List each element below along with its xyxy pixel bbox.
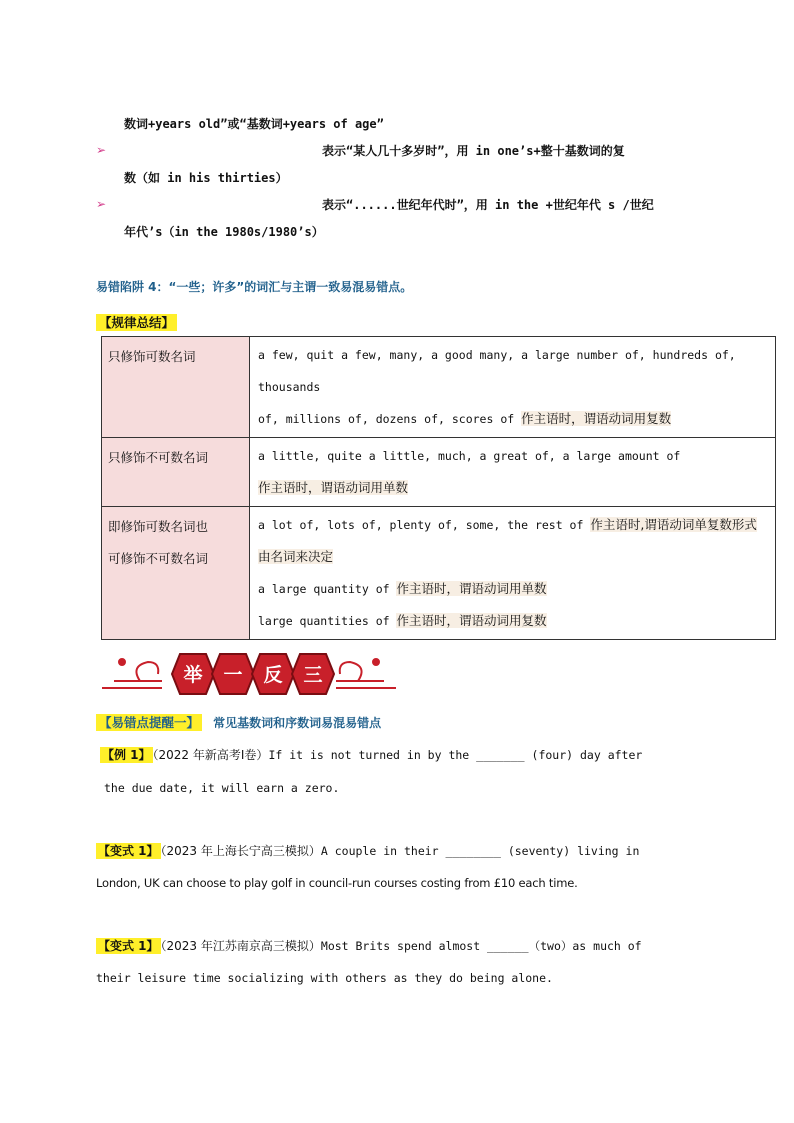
hex-badge bbox=[212, 654, 254, 694]
bullet-arrow-icon: ➢ bbox=[96, 197, 107, 211]
banner-char: 一 bbox=[223, 664, 243, 686]
example-source: （2023 年上海长宁高三模拟） bbox=[160, 844, 321, 858]
left-ornament-icon bbox=[102, 659, 162, 688]
example-tag: 【变式 1】 bbox=[98, 844, 159, 858]
hex-badge bbox=[252, 654, 294, 694]
example-text-cont: the due date, it will earn a zero. bbox=[104, 781, 340, 795]
table-row bbox=[102, 438, 776, 507]
rules-table bbox=[101, 336, 776, 640]
table-cell-words: a few, quit a few, many, a good many, a large number of, hundreds of, thousands of, millions of, dozens of, scores of 作主语时，谓语动词用复数 bbox=[250, 337, 776, 438]
bullet-arrow-icon: ➢ bbox=[96, 143, 107, 157]
summary-tag-label: 【规律总结】 bbox=[96, 314, 177, 331]
example-text: A couple in their ________ (seventy) living in bbox=[320, 844, 640, 858]
example-text-cont: their leisure time socializing with others as they do being alone. bbox=[96, 971, 553, 985]
example-tag: 【变式 1】 bbox=[98, 939, 159, 953]
table-cell-category: 只修饰不可数名词 bbox=[102, 438, 250, 507]
intro-line: 数词+years old”或“基数词+years of age” bbox=[124, 117, 384, 131]
reminder-tag: 【易错点提醒一】 bbox=[96, 714, 202, 731]
example-text: Most Brits spend almost ______（two）as much of bbox=[320, 939, 642, 953]
bullet-text-cont: 数（如 in his thirties） bbox=[124, 171, 288, 185]
example-text-cont: London, UK can choose to play golf in council-run courses costing from £10 each time. bbox=[96, 876, 578, 890]
example-item bbox=[96, 843, 639, 859]
hex-badge bbox=[292, 654, 334, 694]
bullet-text: 表示“......世纪年代时”，用 in the +世纪年代 s /世纪 bbox=[322, 198, 654, 212]
reminder-heading bbox=[96, 712, 381, 731]
table-row bbox=[102, 337, 776, 438]
example-source: （2022 年新高考Ⅰ卷） bbox=[152, 748, 269, 762]
banner-char: 反 bbox=[263, 664, 283, 686]
example-text: If it is not turned in by the _______ (four) day after bbox=[268, 748, 643, 762]
bullet-text-cont: 年代’s（in the 1980s/1980’s） bbox=[124, 225, 324, 239]
example-source: （2023 年江苏南京高三模拟） bbox=[160, 939, 321, 953]
summary-tag bbox=[96, 312, 177, 331]
table-cell-category: 即修饰可数名词也 可修饰不可数名词 bbox=[102, 507, 250, 640]
example-item bbox=[96, 938, 642, 954]
reminder-text: 常见基数词和序数词易混易错点 bbox=[213, 716, 382, 730]
hex-badge bbox=[172, 654, 214, 694]
table-row bbox=[102, 507, 776, 640]
table-cell-category: 只修饰可数名词 bbox=[102, 337, 250, 438]
section-banner bbox=[100, 648, 398, 700]
bullet-text: 表示“某人几十多岁时”，用 in one’s+整十基数词的复 bbox=[322, 144, 625, 158]
right-ornament-icon bbox=[336, 659, 396, 688]
example-item bbox=[100, 747, 642, 763]
banner-char: 举 bbox=[183, 664, 203, 686]
trap-heading: 易错陷阱 4：“一些；许多”的词汇与主谓一致易混易错点。 bbox=[96, 280, 413, 294]
table-cell-words: a lot of, lots of, plenty of, some, the rest of 作主语时,谓语动词单复数形式 由名词来决定 a large quantity of 作主语时，谓语动词用单数 large quantities of 作主语时，谓语动词用复数 bbox=[250, 507, 776, 640]
example-tag: 【例 1】 bbox=[102, 748, 151, 762]
table-cell-words: a little, quite a little, much, a great of, a large amount of 作主语时，谓语动词用单数 bbox=[250, 438, 776, 507]
banner-char: 三 bbox=[303, 664, 323, 686]
